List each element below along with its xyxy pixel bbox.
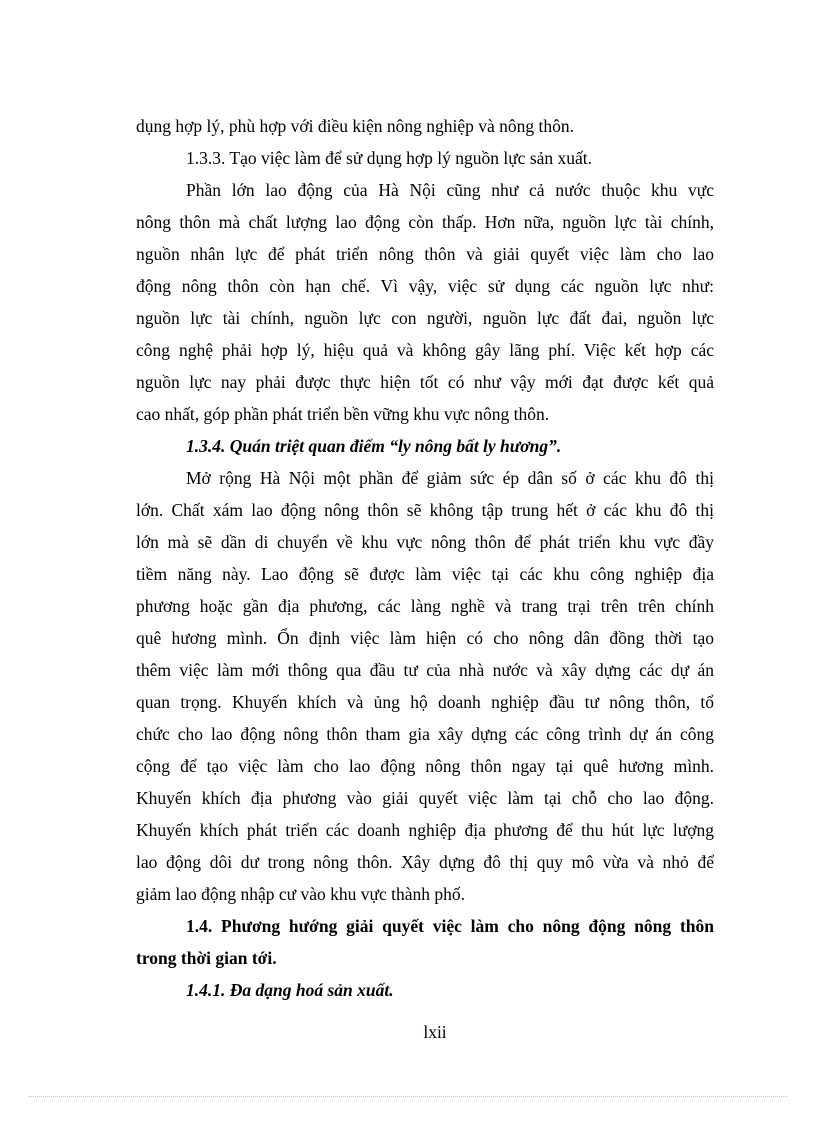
- paragraph-line: động nông thôn còn hạn chế. Vì vậy, việc sử dụng các nguồn lực như:: [136, 276, 714, 296]
- paragraph-continued-line: dụng hợp lý, phù hợp với điều kiện nông nghiệp và nông thôn.: [136, 116, 575, 136]
- paragraph-line: công nghệ phải hợp lý, hiệu quả và không gây lãng phí. Việc kết hợp các: [136, 340, 714, 360]
- paragraph-1-3-3: [136, 174, 714, 430]
- heading-1-4-line: trong thời gian tới.: [136, 948, 277, 968]
- paragraph-line: cộng để tạo việc làm cho lao động nông thôn ngay tại quê hương mình.: [136, 756, 714, 776]
- paragraph-line: quê hương mình. Ổn định việc làm hiện có cho nông dân đồng thời tạo: [136, 628, 714, 648]
- paragraph-line: Khuyến khích phát triển các doanh nghiệp địa phương để thu hút lực lượng: [136, 820, 714, 840]
- paragraph-line: lao động dôi dư trong nông thôn. Xây dựng đô thị quy mô vừa và nhỏ để: [136, 852, 714, 872]
- paragraph-1-3-4: [136, 462, 714, 910]
- paragraph-line: Mở rộng Hà Nội một phần để giảm sức ép dân số ở các khu đô thị: [186, 468, 714, 488]
- paragraph-line: phương hoặc gần địa phương, các làng nghề và trang trại trên trên chính: [136, 596, 714, 616]
- paragraph-line: lớn. Chất xám lao động nông thôn sẽ không tập trung hết ở các khu đô thị: [136, 500, 714, 520]
- heading-1-4-1: 1.4.1. Đa dạng hoá sản xuất.: [186, 980, 394, 1000]
- paragraph-line: quan trọng. Khuyến khích và ủng hộ doanh nghiệp đầu tư nông thôn, tổ: [136, 692, 714, 712]
- heading-1-4-line: 1.4. Phương hướng giải quyết việc làm cho nông động nông thôn: [186, 916, 714, 936]
- heading-1-3-3: 1.3.3. Tạo việc làm để sử dụng hợp lý nguồn lực sản xuất.: [186, 148, 593, 168]
- heading-1-4: [136, 910, 714, 974]
- paragraph-line: nguồn lực nay phải được thực hiện tốt có như vậy mới đạt được kết quả: [136, 372, 714, 392]
- paragraph-line: thêm việc làm mới thông qua đầu tư của nhà nước và xây dựng các dự án: [136, 660, 714, 680]
- paragraph-line: cao nhất, góp phần phát triển bền vững khu vực nông thôn.: [136, 404, 550, 424]
- paragraph-line: Khuyến khích địa phương vào giải quyết việc làm tại chỗ cho lao động.: [136, 788, 714, 808]
- paragraph-line: nguồn nhân lực để phát triển nông thôn và giải quyết việc làm cho lao: [136, 244, 714, 264]
- paragraph-line: nguồn lực tài chính, nguồn lực con người, nguồn lực đất đai, nguồn lực: [136, 308, 714, 328]
- paragraph-line: chức cho lao động nông thôn tham gia xây dựng các công trình dự án công: [136, 724, 714, 744]
- page-number: lxii: [423, 1022, 447, 1042]
- paragraph-line: Phần lớn lao động của Hà Nội cũng như cả nước thuộc khu vực: [186, 180, 714, 200]
- heading-1-3-4: 1.3.4. Quán triệt quan điểm “ly nông bất ly hương”.: [186, 436, 562, 456]
- page-bottom-divider: [28, 1096, 788, 1097]
- paragraph-line: lớn mà sẽ dần di chuyển về khu vực nông thôn để phát triển khu vực đầy: [136, 532, 714, 552]
- paragraph-line: tiềm năng này. Lao động sẽ được làm việc tại các khu công nghiệp địa: [136, 564, 714, 584]
- text-body: [136, 110, 714, 1006]
- paragraph-line: giảm lao động nhập cư vào khu vực thành phố.: [136, 884, 466, 904]
- paragraph-line: nông thôn mà chất lượng lao động còn thấp. Hơn nữa, nguồn lực tài chính,: [136, 212, 714, 232]
